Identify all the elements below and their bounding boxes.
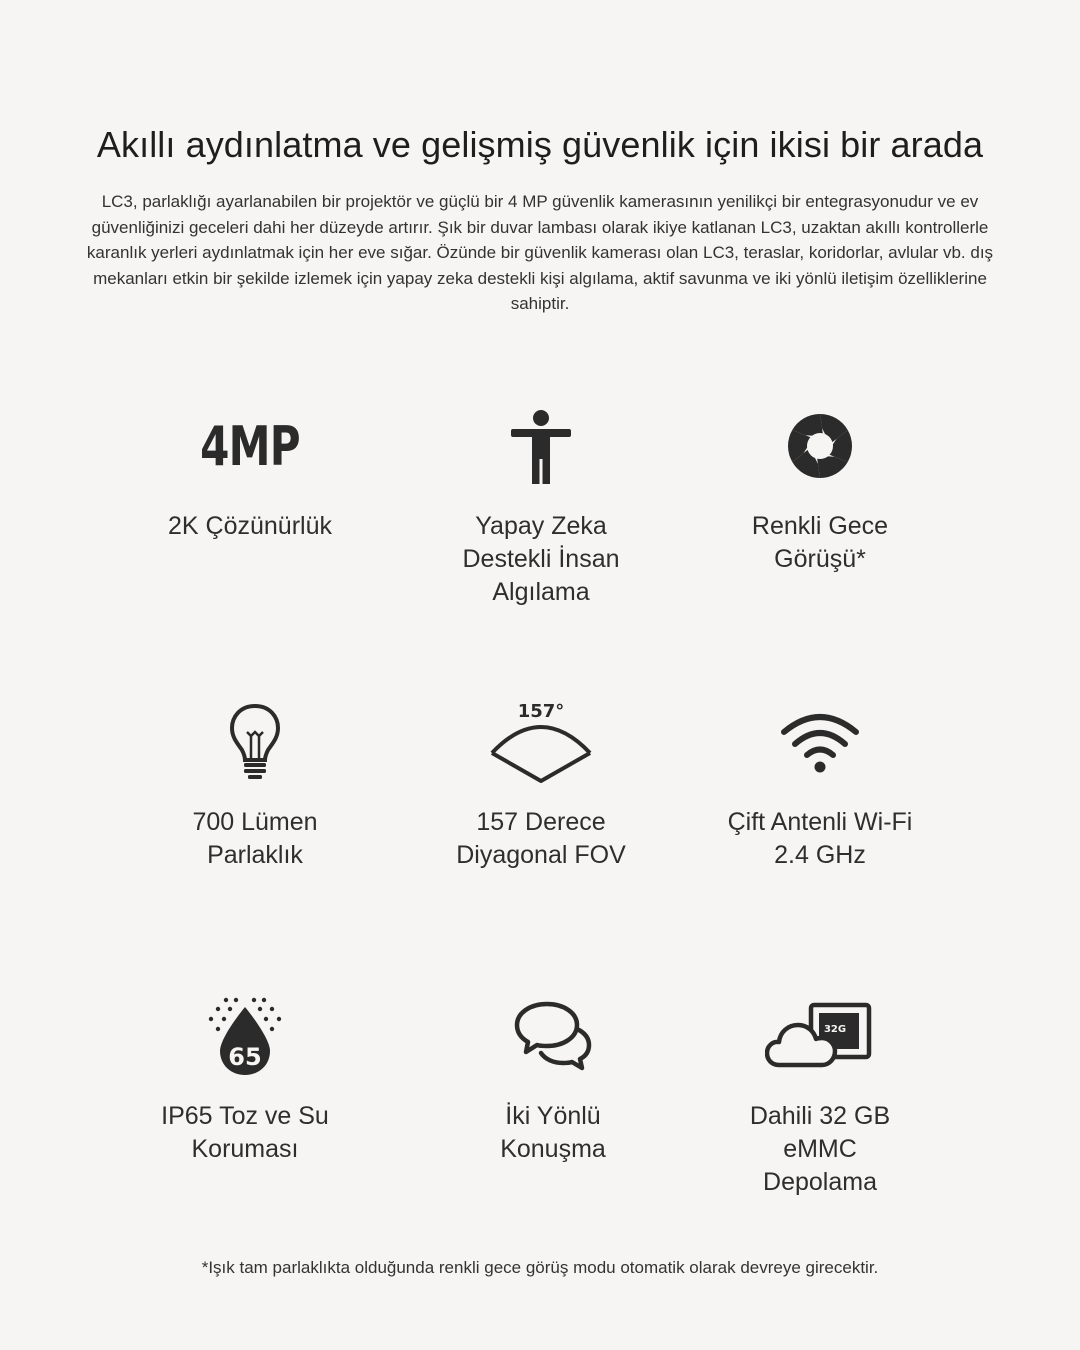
feature-label: Çift Antenli Wi-Fi 2.4 GHz [727, 808, 913, 869]
feature-label: 2K Çözünürlük [168, 512, 332, 540]
fov-icon-text: 157° [517, 701, 565, 722]
wifi-icon [690, 692, 950, 792]
4mp-icon [120, 396, 380, 496]
water-drop-icon [115, 986, 375, 1086]
feature-color-night-vision [690, 396, 950, 576]
person-icon [411, 396, 671, 496]
cloud-sd-card-icon [690, 986, 950, 1086]
feature-wifi [690, 692, 950, 872]
feature-label: İki Yönlü Konuşma [500, 1102, 606, 1163]
4mp-icon-text: 4MP [200, 414, 300, 478]
feature-two-way-talk [423, 986, 683, 1166]
feature-fov [411, 692, 671, 872]
fov-icon [411, 692, 671, 792]
intro-paragraph: LC3, parlaklığı ayarlanabilen bir projektör ve güçlü bir 4 MP güvenlik kamerasının yenilikçi bir entegrasyonudur ve ev güvenliğinizi geceleri dahi her düzeyde artırır. Şık bir duvar lambası olarak ikiye katlanan LC3, uzaktan akıllı kontrollerle karanlık yerleri aydınlatmak için her eve sığar. Özünde bir güvenlik kamerası olan LC3, teraslar, koridorlar, avlular vb. dış mekanları etkin bir şekilde izlemek için yapay zeka destekli kişi algılama, aktif savunma ve iki yönlü iletişim özelliklerine sahiptir. [86, 192, 994, 313]
ip65-icon-text: 65 [228, 1043, 262, 1071]
feature-ai-detection [411, 396, 671, 609]
feature-ip65 [115, 986, 375, 1166]
feature-brightness [125, 692, 385, 872]
feature-storage [690, 986, 950, 1199]
lightbulb-icon [125, 692, 385, 792]
feature-label: Renkli Gece Görüşü* [751, 512, 889, 573]
footnote: *Işık tam parlaklıkta olduğunda renkli gece görüş modu otomatik olarak devreye girecektir. [201, 1258, 879, 1277]
feature-resolution [120, 396, 380, 543]
feature-label: 157 Derece Diyagonal FOV [456, 808, 626, 869]
chat-bubbles-icon [423, 986, 683, 1086]
page-title: Akıllı aydınlatma ve gelişmiş güvenlik için ikisi bir arada [96, 124, 984, 165]
aperture-icon [690, 396, 950, 496]
sd-card-icon-text: 32G [823, 1024, 847, 1035]
feature-label: 700 Lümen Parlaklık [192, 808, 318, 869]
feature-label: Dahili 32 GB eMMC Depolama [749, 1102, 891, 1196]
feature-label: IP65 Toz ve Su Koruması [161, 1102, 329, 1163]
feature-label: Yapay Zeka Destekli İnsan Algılama [462, 512, 620, 606]
